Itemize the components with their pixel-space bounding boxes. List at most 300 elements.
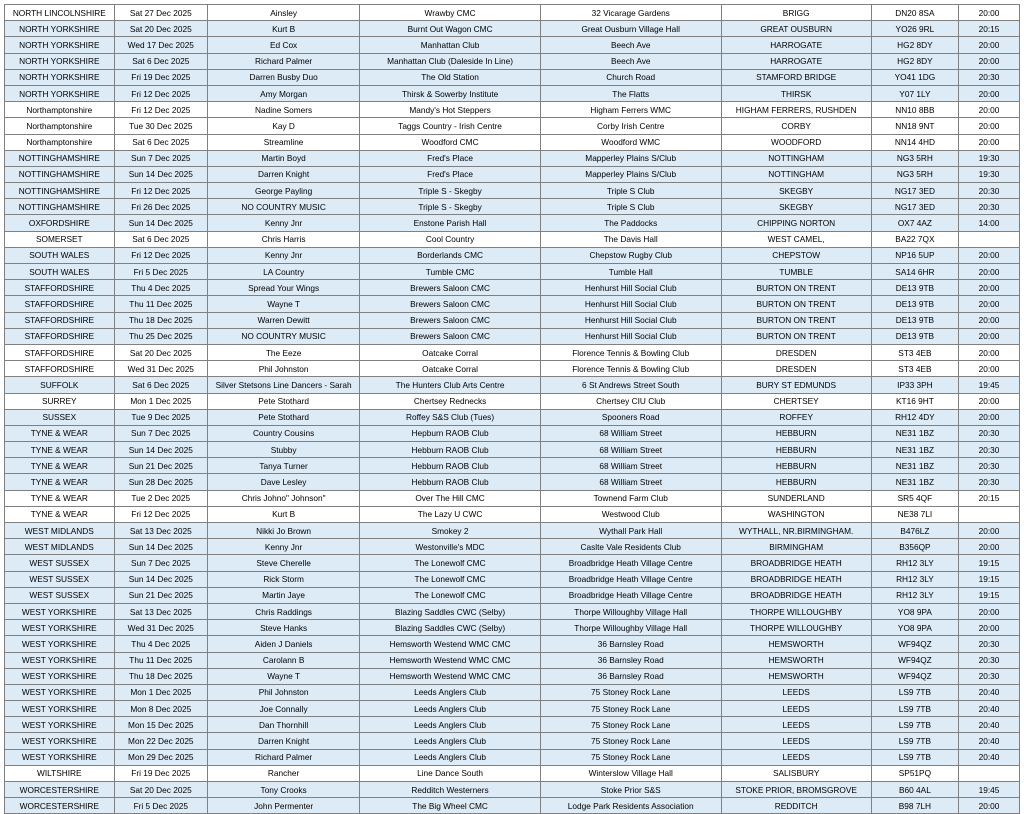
table-row[interactable] <box>5 312 1020 328</box>
cell-postcode[interactable]: WF94QZ <box>871 652 958 668</box>
cell-town[interactable]: WEST CAMEL, <box>721 231 871 247</box>
cell-postcode[interactable]: NE31 1BZ <box>871 458 958 474</box>
cell-town[interactable]: WOODFORD <box>721 134 871 150</box>
cell-region[interactable]: SOUTH WALES <box>5 264 115 280</box>
cell-time[interactable]: 20:30 <box>959 69 1020 85</box>
cell-town[interactable]: HEMSWORTH <box>721 652 871 668</box>
cell-region[interactable]: Northamptonshire <box>5 118 115 134</box>
table-row[interactable] <box>5 53 1020 69</box>
cell-postcode[interactable]: KT16 9HT <box>871 393 958 409</box>
cell-venue[interactable]: Hebburn RAOB Club <box>360 474 541 490</box>
cell-time[interactable]: 20:40 <box>959 733 1020 749</box>
cell-address[interactable]: Henhurst Hill Social Club <box>540 328 721 344</box>
cell-postcode[interactable]: OX7 4AZ <box>871 215 958 231</box>
cell-postcode[interactable]: IP33 3PH <box>871 377 958 393</box>
cell-town[interactable]: BROADBRIDGE HEATH <box>721 555 871 571</box>
cell-postcode[interactable]: ST3 4EB <box>871 361 958 377</box>
cell-region[interactable]: SUSSEX <box>5 409 115 425</box>
cell-region[interactable]: WEST YORKSHIRE <box>5 636 115 652</box>
table-row[interactable] <box>5 555 1020 571</box>
cell-town[interactable]: BRIGG <box>721 5 871 21</box>
table-row[interactable] <box>5 684 1020 700</box>
table-row[interactable] <box>5 118 1020 134</box>
cell-address[interactable]: The Davis Hall <box>540 231 721 247</box>
cell-town[interactable]: HARROGATE <box>721 37 871 53</box>
table-row[interactable] <box>5 377 1020 393</box>
cell-time[interactable]: 20:00 <box>959 798 1020 814</box>
cell-time[interactable]: 20:30 <box>959 425 1020 441</box>
cell-artist[interactable]: Rancher <box>207 765 359 781</box>
cell-time[interactable]: 19:15 <box>959 571 1020 587</box>
cell-date[interactable]: Thu 11 Dec 2025 <box>114 652 207 668</box>
cell-artist[interactable]: Steve Hanks <box>207 620 359 636</box>
cell-date[interactable]: Tue 30 Dec 2025 <box>114 118 207 134</box>
cell-artist[interactable]: Darren Knight <box>207 733 359 749</box>
cell-address[interactable]: 36 Barnsley Road <box>540 636 721 652</box>
table-row[interactable] <box>5 393 1020 409</box>
cell-town[interactable]: WYTHALL, NR.BIRMINGHAM. <box>721 523 871 539</box>
cell-time[interactable]: 20:00 <box>959 361 1020 377</box>
cell-postcode[interactable]: HG2 8DY <box>871 37 958 53</box>
cell-venue[interactable]: The Lonewolf CMC <box>360 555 541 571</box>
cell-venue[interactable]: Enstone Parish Hall <box>360 215 541 231</box>
cell-venue[interactable]: Oatcake Corral <box>360 344 541 360</box>
cell-region[interactable]: WORCESTERSHIRE <box>5 782 115 798</box>
cell-date[interactable]: Fri 5 Dec 2025 <box>114 264 207 280</box>
cell-postcode[interactable]: NG3 5RH <box>871 150 958 166</box>
cell-artist[interactable]: Kenny Jnr <box>207 247 359 263</box>
cell-date[interactable]: Mon 8 Dec 2025 <box>114 701 207 717</box>
cell-region[interactable]: WEST YORKSHIRE <box>5 733 115 749</box>
cell-time[interactable]: 20:15 <box>959 490 1020 506</box>
table-row[interactable] <box>5 344 1020 360</box>
cell-region[interactable]: TYNE & WEAR <box>5 474 115 490</box>
cell-artist[interactable]: Spread Your Wings <box>207 280 359 296</box>
cell-region[interactable]: NOTTINGHAMSHIRE <box>5 199 115 215</box>
cell-time[interactable]: 20:00 <box>959 280 1020 296</box>
cell-venue[interactable]: Hemsworth Westend WMC CMC <box>360 636 541 652</box>
cell-address[interactable]: Thorpe Willoughby Village Hall <box>540 620 721 636</box>
cell-time[interactable]: 20:00 <box>959 344 1020 360</box>
cell-time[interactable] <box>959 765 1020 781</box>
cell-artist[interactable]: Wayne T <box>207 668 359 684</box>
cell-venue[interactable]: Leeds Anglers Club <box>360 717 541 733</box>
table-row[interactable] <box>5 490 1020 506</box>
cell-region[interactable]: SOMERSET <box>5 231 115 247</box>
cell-address[interactable]: Broadbridge Heath Village Centre <box>540 555 721 571</box>
cell-address[interactable]: Mapperley Plains S/Club <box>540 166 721 182</box>
table-row[interactable] <box>5 5 1020 21</box>
table-row[interactable] <box>5 361 1020 377</box>
cell-artist[interactable]: NO COUNTRY MUSIC <box>207 199 359 215</box>
cell-time[interactable]: 20:00 <box>959 393 1020 409</box>
cell-date[interactable]: Thu 4 Dec 2025 <box>114 280 207 296</box>
cell-artist[interactable]: Rick Storm <box>207 571 359 587</box>
cell-address[interactable]: 36 Barnsley Road <box>540 668 721 684</box>
cell-artist[interactable]: Carolann B <box>207 652 359 668</box>
cell-region[interactable]: STAFFORDSHIRE <box>5 344 115 360</box>
cell-date[interactable]: Sat 20 Dec 2025 <box>114 344 207 360</box>
cell-date[interactable]: Fri 12 Dec 2025 <box>114 247 207 263</box>
table-row[interactable] <box>5 636 1020 652</box>
cell-address[interactable]: 32 Vicarage Gardens <box>540 5 721 21</box>
cell-venue[interactable]: Burnt Out Wagon CMC <box>360 21 541 37</box>
cell-date[interactable]: Sun 14 Dec 2025 <box>114 571 207 587</box>
table-row[interactable] <box>5 539 1020 555</box>
cell-town[interactable]: SALISBURY <box>721 765 871 781</box>
cell-address[interactable]: Wythall Park Hall <box>540 523 721 539</box>
cell-artist[interactable]: Dan Thornhill <box>207 717 359 733</box>
cell-date[interactable]: Wed 31 Dec 2025 <box>114 620 207 636</box>
cell-artist[interactable]: Darren Busby Duo <box>207 69 359 85</box>
cell-time[interactable]: 19:15 <box>959 587 1020 603</box>
cell-time[interactable]: 20:30 <box>959 474 1020 490</box>
cell-artist[interactable]: The Eeze <box>207 344 359 360</box>
cell-venue[interactable]: Thirsk & Sowerby Institute <box>360 85 541 101</box>
cell-date[interactable]: Sat 6 Dec 2025 <box>114 53 207 69</box>
cell-address[interactable]: Florence Tennis & Bowling Club <box>540 361 721 377</box>
cell-postcode[interactable]: SP51PQ <box>871 765 958 781</box>
cell-time[interactable]: 19:45 <box>959 377 1020 393</box>
cell-postcode[interactable]: NG3 5RH <box>871 166 958 182</box>
cell-date[interactable]: Sun 14 Dec 2025 <box>114 442 207 458</box>
cell-date[interactable]: Sun 7 Dec 2025 <box>114 555 207 571</box>
cell-address[interactable]: Triple S Club <box>540 199 721 215</box>
cell-town[interactable]: DRESDEN <box>721 361 871 377</box>
cell-address[interactable]: Beech Ave <box>540 37 721 53</box>
cell-address[interactable]: Corby Irish Centre <box>540 118 721 134</box>
cell-venue[interactable]: Brewers Saloon CMC <box>360 312 541 328</box>
cell-artist[interactable]: Amy Morgan <box>207 85 359 101</box>
cell-artist[interactable]: LA Country <box>207 264 359 280</box>
cell-region[interactable]: NORTH YORKSHIRE <box>5 21 115 37</box>
cell-address[interactable]: Townend Farm Club <box>540 490 721 506</box>
cell-town[interactable]: HEMSWORTH <box>721 636 871 652</box>
cell-address[interactable]: 75 Stoney Rock Lane <box>540 749 721 765</box>
cell-address[interactable]: The Flatts <box>540 85 721 101</box>
cell-artist[interactable]: Martin Jaye <box>207 587 359 603</box>
cell-address[interactable]: 68 William Street <box>540 442 721 458</box>
cell-date[interactable]: Fri 19 Dec 2025 <box>114 765 207 781</box>
cell-postcode[interactable]: WF94QZ <box>871 636 958 652</box>
cell-postcode[interactable]: NN14 4HD <box>871 134 958 150</box>
cell-date[interactable]: Mon 1 Dec 2025 <box>114 393 207 409</box>
cell-postcode[interactable]: DE13 9TB <box>871 280 958 296</box>
cell-date[interactable]: Sat 6 Dec 2025 <box>114 231 207 247</box>
cell-postcode[interactable]: LS9 7TB <box>871 717 958 733</box>
table-row[interactable] <box>5 134 1020 150</box>
cell-region[interactable]: NORTH YORKSHIRE <box>5 69 115 85</box>
cell-region[interactable]: TYNE & WEAR <box>5 425 115 441</box>
cell-region[interactable]: Northamptonshire <box>5 134 115 150</box>
cell-artist[interactable]: Joe Connally <box>207 701 359 717</box>
cell-region[interactable]: TYNE & WEAR <box>5 506 115 522</box>
cell-postcode[interactable]: NG17 3ED <box>871 183 958 199</box>
cell-time[interactable]: 20:40 <box>959 749 1020 765</box>
cell-address[interactable]: Higham Ferrers WMC <box>540 102 721 118</box>
cell-time[interactable]: 20:00 <box>959 296 1020 312</box>
table-row[interactable] <box>5 782 1020 798</box>
cell-time[interactable]: 20:30 <box>959 458 1020 474</box>
cell-region[interactable]: NORTH YORKSHIRE <box>5 37 115 53</box>
cell-town[interactable]: HEBBURN <box>721 425 871 441</box>
cell-date[interactable]: Sun 21 Dec 2025 <box>114 587 207 603</box>
cell-time[interactable]: 20:30 <box>959 442 1020 458</box>
cell-artist[interactable]: Nikki Jo Brown <box>207 523 359 539</box>
cell-time[interactable]: 20:30 <box>959 199 1020 215</box>
cell-address[interactable]: 75 Stoney Rock Lane <box>540 733 721 749</box>
cell-artist[interactable]: Kenny Jnr <box>207 215 359 231</box>
cell-date[interactable]: Sun 14 Dec 2025 <box>114 539 207 555</box>
cell-postcode[interactable]: Y07 1LY <box>871 85 958 101</box>
cell-town[interactable]: TUMBLE <box>721 264 871 280</box>
cell-postcode[interactable]: DE13 9TB <box>871 312 958 328</box>
cell-postcode[interactable]: B60 4AL <box>871 782 958 798</box>
cell-region[interactable]: SOUTH WALES <box>5 247 115 263</box>
cell-region[interactable]: WEST YORKSHIRE <box>5 684 115 700</box>
cell-address[interactable]: Tumble Hall <box>540 264 721 280</box>
cell-town[interactable]: BROADBRIDGE HEATH <box>721 587 871 603</box>
cell-address[interactable]: Florence Tennis & Bowling Club <box>540 344 721 360</box>
cell-town[interactable]: GREAT OUSBURN <box>721 21 871 37</box>
cell-artist[interactable]: Darren Knight <box>207 166 359 182</box>
cell-town[interactable]: CHEPSTOW <box>721 247 871 263</box>
cell-address[interactable]: Winterslow Village Hall <box>540 765 721 781</box>
cell-date[interactable]: Sat 27 Dec 2025 <box>114 5 207 21</box>
cell-time[interactable]: 20:30 <box>959 668 1020 684</box>
table-row[interactable] <box>5 21 1020 37</box>
cell-artist[interactable]: Dave Lesley <box>207 474 359 490</box>
cell-date[interactable]: Fri 12 Dec 2025 <box>114 85 207 101</box>
cell-time[interactable]: 19:45 <box>959 782 1020 798</box>
table-row[interactable] <box>5 264 1020 280</box>
cell-venue[interactable]: Triple S - Skegby <box>360 199 541 215</box>
cell-artist[interactable]: Aiden J Daniels <box>207 636 359 652</box>
cell-date[interactable]: Sat 20 Dec 2025 <box>114 21 207 37</box>
cell-date[interactable]: Thu 25 Dec 2025 <box>114 328 207 344</box>
cell-address[interactable]: Woodford WMC <box>540 134 721 150</box>
cell-time[interactable]: 20:00 <box>959 247 1020 263</box>
cell-postcode[interactable]: ST3 4EB <box>871 344 958 360</box>
cell-address[interactable]: Thorpe Willoughby Village Hall <box>540 603 721 619</box>
cell-postcode[interactable]: SA14 6HR <box>871 264 958 280</box>
cell-postcode[interactable]: DE13 9TB <box>871 296 958 312</box>
cell-postcode[interactable]: DE13 9TB <box>871 328 958 344</box>
cell-town[interactable]: STOKE PRIOR, BROMSGROVE <box>721 782 871 798</box>
cell-time[interactable]: 20:40 <box>959 684 1020 700</box>
cell-date[interactable]: Fri 12 Dec 2025 <box>114 506 207 522</box>
cell-venue[interactable]: Manhattan Club (Daleside In Line) <box>360 53 541 69</box>
cell-region[interactable]: Northamptonshire <box>5 102 115 118</box>
cell-town[interactable]: HARROGATE <box>721 53 871 69</box>
cell-town[interactable]: LEEDS <box>721 749 871 765</box>
table-row[interactable] <box>5 587 1020 603</box>
cell-town[interactable]: HEBBURN <box>721 458 871 474</box>
cell-town[interactable]: CORBY <box>721 118 871 134</box>
cell-venue[interactable]: Triple S - Skegby <box>360 183 541 199</box>
cell-postcode[interactable]: SR5 4QF <box>871 490 958 506</box>
cell-venue[interactable]: Westonville's MDC <box>360 539 541 555</box>
cell-date[interactable]: Sat 20 Dec 2025 <box>114 782 207 798</box>
cell-address[interactable]: 68 William Street <box>540 474 721 490</box>
table-row[interactable] <box>5 798 1020 814</box>
cell-venue[interactable]: Borderlands CMC <box>360 247 541 263</box>
cell-postcode[interactable]: NP16 5UP <box>871 247 958 263</box>
cell-region[interactable]: WILTSHIRE <box>5 765 115 781</box>
cell-town[interactable]: LEEDS <box>721 733 871 749</box>
cell-postcode[interactable]: B356QP <box>871 539 958 555</box>
cell-date[interactable]: Sat 6 Dec 2025 <box>114 134 207 150</box>
table-row[interactable] <box>5 69 1020 85</box>
cell-venue[interactable]: Leeds Anglers Club <box>360 749 541 765</box>
table-row[interactable] <box>5 620 1020 636</box>
cell-date[interactable]: Mon 1 Dec 2025 <box>114 684 207 700</box>
cell-venue[interactable]: Smokey 2 <box>360 523 541 539</box>
cell-venue[interactable]: Fred's Place <box>360 150 541 166</box>
cell-time[interactable]: 19:30 <box>959 166 1020 182</box>
cell-region[interactable]: WEST SUSSEX <box>5 571 115 587</box>
cell-date[interactable]: Sat 6 Dec 2025 <box>114 377 207 393</box>
table-row[interactable] <box>5 183 1020 199</box>
cell-venue[interactable]: Fred's Place <box>360 166 541 182</box>
cell-region[interactable]: OXFORDSHIRE <box>5 215 115 231</box>
cell-postcode[interactable]: LS9 7TB <box>871 701 958 717</box>
cell-postcode[interactable]: WF94QZ <box>871 668 958 684</box>
cell-region[interactable]: WEST YORKSHIRE <box>5 652 115 668</box>
cell-artist[interactable]: Wayne T <box>207 296 359 312</box>
cell-artist[interactable]: Richard Palmer <box>207 749 359 765</box>
cell-venue[interactable]: Leeds Anglers Club <box>360 684 541 700</box>
cell-postcode[interactable]: NN10 8BB <box>871 102 958 118</box>
cell-time[interactable]: 20:00 <box>959 328 1020 344</box>
cell-address[interactable]: 75 Stoney Rock Lane <box>540 717 721 733</box>
table-row[interactable] <box>5 166 1020 182</box>
cell-postcode[interactable]: DN20 8SA <box>871 5 958 21</box>
cell-date[interactable]: Tue 9 Dec 2025 <box>114 409 207 425</box>
cell-date[interactable]: Sat 13 Dec 2025 <box>114 603 207 619</box>
cell-town[interactable]: DRESDEN <box>721 344 871 360</box>
cell-town[interactable]: THORPE WILLOUGHBY <box>721 620 871 636</box>
cell-time[interactable]: 20:00 <box>959 620 1020 636</box>
cell-region[interactable]: NORTH YORKSHIRE <box>5 85 115 101</box>
cell-venue[interactable]: Hemsworth Westend WMC CMC <box>360 652 541 668</box>
cell-town[interactable]: BURTON ON TRENT <box>721 312 871 328</box>
cell-venue[interactable]: Blazing Saddles CWC (Selby) <box>360 603 541 619</box>
cell-address[interactable]: Stoke Prior S&S <box>540 782 721 798</box>
cell-artist[interactable]: Chris Raddings <box>207 603 359 619</box>
cell-date[interactable]: Mon 22 Dec 2025 <box>114 733 207 749</box>
cell-time[interactable]: 20:00 <box>959 134 1020 150</box>
cell-postcode[interactable]: NN18 9NT <box>871 118 958 134</box>
cell-postcode[interactable]: RH12 3LY <box>871 571 958 587</box>
cell-artist[interactable]: Richard Palmer <box>207 53 359 69</box>
cell-town[interactable]: SUNDERLAND <box>721 490 871 506</box>
cell-artist[interactable]: George Payling <box>207 183 359 199</box>
cell-artist[interactable]: Kenny Jnr <box>207 539 359 555</box>
cell-venue[interactable]: Leeds Anglers Club <box>360 701 541 717</box>
cell-date[interactable]: Wed 31 Dec 2025 <box>114 361 207 377</box>
cell-artist[interactable]: Ed Cox <box>207 37 359 53</box>
cell-time[interactable]: 20:00 <box>959 603 1020 619</box>
cell-time[interactable]: 20:00 <box>959 312 1020 328</box>
cell-time[interactable]: 20:00 <box>959 264 1020 280</box>
cell-venue[interactable]: Hebburn RAOB Club <box>360 458 541 474</box>
cell-artist[interactable]: Streamline <box>207 134 359 150</box>
table-row[interactable] <box>5 215 1020 231</box>
cell-region[interactable]: WEST SUSSEX <box>5 555 115 571</box>
cell-artist[interactable]: Phil Johnston <box>207 361 359 377</box>
cell-artist[interactable]: Nadine Somers <box>207 102 359 118</box>
cell-postcode[interactable]: NE31 1BZ <box>871 474 958 490</box>
cell-date[interactable]: Fri 5 Dec 2025 <box>114 798 207 814</box>
cell-town[interactable]: BURTON ON TRENT <box>721 328 871 344</box>
cell-venue[interactable]: Redditch Westerners <box>360 782 541 798</box>
cell-postcode[interactable]: HG2 8DY <box>871 53 958 69</box>
cell-artist[interactable]: Warren Dewitt <box>207 312 359 328</box>
cell-venue[interactable]: Roffey S&S Club (Tues) <box>360 409 541 425</box>
cell-postcode[interactable]: YO26 9RL <box>871 21 958 37</box>
table-row[interactable] <box>5 506 1020 522</box>
cell-venue[interactable]: Mandy's Hot Steppers <box>360 102 541 118</box>
cell-venue[interactable]: Tumble CMC <box>360 264 541 280</box>
table-row[interactable] <box>5 701 1020 717</box>
cell-venue[interactable]: Line Dance South <box>360 765 541 781</box>
cell-time[interactable]: 20:00 <box>959 409 1020 425</box>
cell-address[interactable]: 75 Stoney Rock Lane <box>540 684 721 700</box>
cell-town[interactable]: ROFFEY <box>721 409 871 425</box>
cell-postcode[interactable]: LS9 7TB <box>871 684 958 700</box>
cell-address[interactable]: Westwood Club <box>540 506 721 522</box>
cell-artist[interactable]: Stubby <box>207 442 359 458</box>
cell-time[interactable]: 20:30 <box>959 652 1020 668</box>
cell-date[interactable]: Thu 18 Dec 2025 <box>114 668 207 684</box>
cell-town[interactable]: SKEGBY <box>721 199 871 215</box>
cell-address[interactable]: Beech Ave <box>540 53 721 69</box>
cell-region[interactable]: NOTTINGHAMSHIRE <box>5 183 115 199</box>
cell-town[interactable]: BROADBRIDGE HEATH <box>721 571 871 587</box>
cell-town[interactable]: BIRMINGHAM <box>721 539 871 555</box>
cell-artist[interactable]: Tony Crooks <box>207 782 359 798</box>
cell-address[interactable]: Mapperley Plains S/Club <box>540 150 721 166</box>
cell-address[interactable]: Lodge Park Residents Association <box>540 798 721 814</box>
cell-region[interactable]: SUFFOLK <box>5 377 115 393</box>
cell-region[interactable]: WORCESTERSHIRE <box>5 798 115 814</box>
cell-time[interactable]: 20:00 <box>959 523 1020 539</box>
cell-venue[interactable]: The Big Wheel CMC <box>360 798 541 814</box>
cell-postcode[interactable]: YO41 1DG <box>871 69 958 85</box>
cell-venue[interactable]: Oatcake Corral <box>360 361 541 377</box>
cell-artist[interactable]: Chris Johno" Johnson" <box>207 490 359 506</box>
cell-town[interactable]: LEEDS <box>721 684 871 700</box>
cell-venue[interactable]: Cool Country <box>360 231 541 247</box>
table-row[interactable] <box>5 231 1020 247</box>
cell-venue[interactable]: Wrawby CMC <box>360 5 541 21</box>
cell-town[interactable]: HEBBURN <box>721 442 871 458</box>
cell-region[interactable]: STAFFORDSHIRE <box>5 361 115 377</box>
cell-town[interactable]: HEBBURN <box>721 474 871 490</box>
cell-address[interactable]: Church Road <box>540 69 721 85</box>
table-row[interactable] <box>5 717 1020 733</box>
cell-time[interactable]: 20:00 <box>959 102 1020 118</box>
cell-time[interactable]: 20:00 <box>959 118 1020 134</box>
cell-artist[interactable]: Kurt B <box>207 21 359 37</box>
cell-venue[interactable]: Hepburn RAOB Club <box>360 425 541 441</box>
cell-artist[interactable]: Silver Stetsons Line Dancers - Sarah <box>207 377 359 393</box>
cell-postcode[interactable]: YO8 9PA <box>871 620 958 636</box>
cell-region[interactable]: TYNE & WEAR <box>5 442 115 458</box>
cell-postcode[interactable]: LS9 7TB <box>871 749 958 765</box>
cell-time[interactable]: 20:40 <box>959 717 1020 733</box>
